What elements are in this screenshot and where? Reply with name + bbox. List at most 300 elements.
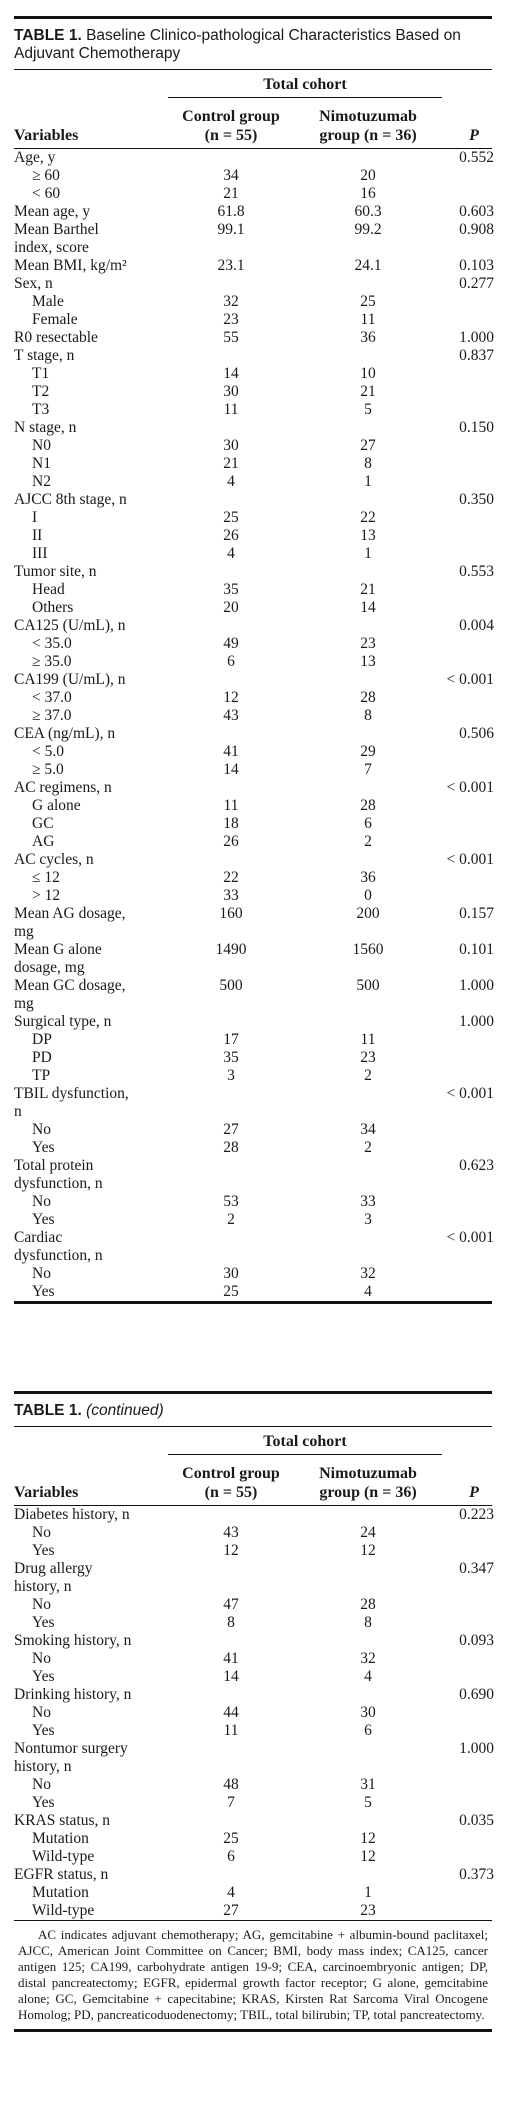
row-label xyxy=(14,149,55,167)
table-row xyxy=(14,1121,492,1139)
table-row xyxy=(14,1686,492,1704)
table-row xyxy=(14,437,492,455)
cell-nimotuzumab: 33 xyxy=(360,1193,376,1210)
cell-control: 11 xyxy=(223,1722,239,1739)
cell-nimotuzumab: 22 xyxy=(360,509,376,526)
column-headers xyxy=(14,98,492,148)
row-label xyxy=(14,1085,129,1121)
table-body xyxy=(14,149,492,1301)
cell-control: 99.1 xyxy=(217,221,245,238)
table-row xyxy=(14,1794,492,1812)
cell-nimotuzumab: 12 xyxy=(360,1542,376,1559)
cell-nimotuzumab: 4 xyxy=(364,1283,372,1300)
cell-p-value: 0.347 xyxy=(459,1560,494,1577)
row-label xyxy=(32,527,42,545)
cell-p-value: 0.101 xyxy=(459,941,494,958)
cell-control: 41 xyxy=(223,1650,239,1667)
table-row xyxy=(14,545,492,563)
row-label xyxy=(14,491,127,509)
row-label-line2: n xyxy=(14,1103,22,1120)
cell-nimotuzumab: 8 xyxy=(364,1614,372,1631)
cell-control: 33 xyxy=(223,887,239,904)
row-label-line2: index, score xyxy=(14,239,89,256)
cell-p-value: 0.603 xyxy=(459,203,494,220)
table-row xyxy=(14,419,492,437)
table-row xyxy=(14,203,492,221)
cell-control: 41 xyxy=(223,743,239,760)
row-label xyxy=(32,581,65,599)
row-label xyxy=(14,779,112,797)
cell-nimotuzumab: 12 xyxy=(360,1830,376,1847)
row-label xyxy=(32,545,48,563)
header-p: P xyxy=(469,127,479,144)
cell-p-value: 0.093 xyxy=(459,1632,494,1649)
row-label xyxy=(32,761,64,779)
row-label xyxy=(32,653,72,671)
row-label xyxy=(14,1812,110,1830)
row-label-line1: CA199 (U/mL), n xyxy=(14,671,126,688)
row-label-line1: GC xyxy=(32,815,54,832)
table-row xyxy=(14,149,492,167)
cell-control: 44 xyxy=(223,1704,239,1721)
row-label xyxy=(32,1902,94,1920)
table-row xyxy=(14,1776,492,1794)
cell-nimotuzumab: 31 xyxy=(360,1776,376,1793)
row-label-line1: ≥ 37.0 xyxy=(32,707,72,724)
table-row xyxy=(14,617,492,635)
cell-control: 34 xyxy=(223,167,239,184)
table-row xyxy=(14,905,492,941)
row-label-line2: dysfunction, n xyxy=(14,1175,103,1192)
row-label-line1: AG xyxy=(32,833,55,850)
cell-control: 32 xyxy=(223,293,239,310)
table-row xyxy=(14,221,492,257)
table-row xyxy=(14,455,492,473)
row-label-line1: No xyxy=(32,1596,51,1613)
cell-p-value: 0.373 xyxy=(459,1866,494,1883)
row-label-line1: No xyxy=(32,1650,51,1667)
row-label xyxy=(32,1884,89,1902)
cell-control: 35 xyxy=(223,1049,239,1066)
row-label xyxy=(14,851,94,869)
row-label-line1: Mean age, y xyxy=(14,203,91,220)
cell-control: 14 xyxy=(223,365,239,382)
cell-control: 12 xyxy=(223,1542,239,1559)
row-label xyxy=(14,203,90,221)
row-label-line2: dysfunction, n xyxy=(14,1247,103,1264)
cell-control: 25 xyxy=(223,1283,239,1300)
row-label-line1: Tumor site, n xyxy=(14,563,97,580)
cell-nimotuzumab: 23 xyxy=(360,1049,376,1066)
cell-control: 14 xyxy=(223,761,239,778)
cell-control: 30 xyxy=(223,437,239,454)
row-label xyxy=(32,473,51,491)
cell-control: 27 xyxy=(223,1902,239,1919)
row-label-line1: II xyxy=(32,527,43,544)
row-label-line1: No xyxy=(32,1776,51,1793)
cell-nimotuzumab: 6 xyxy=(364,815,372,832)
cell-p-value: 0.623 xyxy=(459,1157,494,1174)
row-label xyxy=(14,941,102,977)
row-label-line1: < 60 xyxy=(32,185,61,202)
row-label-line1: < 35.0 xyxy=(32,635,72,652)
row-label-line1: Surgical type, n xyxy=(14,1013,112,1030)
cell-control: 160 xyxy=(219,905,243,922)
table-row xyxy=(14,365,492,383)
cell-nimotuzumab: 60.3 xyxy=(354,203,382,220)
table-row xyxy=(14,1866,492,1884)
table-row xyxy=(14,1902,492,1920)
table-row xyxy=(14,293,492,311)
row-label-line1: Mean GC dosage, xyxy=(14,977,126,994)
row-label-line1: TBIL dysfunction, xyxy=(14,1085,129,1102)
row-label-line1: Wild-type xyxy=(32,1902,95,1919)
cell-p-value: < 0.001 xyxy=(446,851,494,868)
table-row xyxy=(14,851,492,869)
row-label xyxy=(32,167,60,185)
row-label-line1: EGFR status, n xyxy=(14,1866,109,1883)
cell-control: 53 xyxy=(223,1193,239,1210)
cell-nimotuzumab: 200 xyxy=(356,905,380,922)
cell-p-value: 0.552 xyxy=(459,149,494,166)
cell-nimotuzumab: 5 xyxy=(364,1794,372,1811)
table-row xyxy=(14,887,492,905)
table-row xyxy=(14,1884,492,1902)
header-control-line1: Control group xyxy=(182,1465,280,1482)
row-label-line1: AC regimens, n xyxy=(14,779,112,796)
table-row xyxy=(14,563,492,581)
cell-p-value: 1.000 xyxy=(459,1013,494,1030)
cohort-label: Total cohort xyxy=(263,1433,347,1450)
table-row xyxy=(14,1013,492,1031)
row-label xyxy=(14,275,53,293)
cell-control: 1490 xyxy=(215,941,247,958)
table-row xyxy=(14,1542,492,1560)
cell-control: 23 xyxy=(223,311,239,328)
cell-p-value: 0.103 xyxy=(459,257,494,274)
row-label-line1: Head xyxy=(32,581,65,598)
row-label-line1: G alone xyxy=(32,797,81,814)
table-row xyxy=(14,1265,492,1283)
table-row xyxy=(14,1524,492,1542)
cell-nimotuzumab: 1 xyxy=(364,1884,372,1901)
row-label-line1: CA125 (U/mL), n xyxy=(14,617,126,634)
table-body xyxy=(14,1506,492,1920)
cell-control: 35 xyxy=(223,581,239,598)
row-label xyxy=(32,437,51,455)
row-label xyxy=(14,221,99,257)
row-label xyxy=(32,1794,55,1812)
cell-control: 25 xyxy=(223,1830,239,1847)
cell-control: 27 xyxy=(223,1121,239,1138)
row-label-line1: < 37.0 xyxy=(32,689,72,706)
row-label-line1: Cardiac xyxy=(14,1229,63,1246)
row-label xyxy=(32,1193,51,1211)
row-label xyxy=(14,1013,111,1031)
row-label xyxy=(32,1596,51,1614)
cell-p-value: < 0.001 xyxy=(446,1229,494,1246)
row-label-line1: Sex, n xyxy=(14,275,53,292)
cell-control: 6 xyxy=(227,653,235,670)
row-label-line1: Mean AG dosage, xyxy=(14,905,126,922)
row-label xyxy=(32,833,54,851)
row-label-line1: Mean Barthel xyxy=(14,221,99,238)
cell-nimotuzumab: 14 xyxy=(360,599,376,616)
table-row xyxy=(14,509,492,527)
row-label xyxy=(14,563,97,581)
row-label xyxy=(32,743,64,761)
row-label xyxy=(32,365,49,383)
table-row xyxy=(14,401,492,419)
cell-control: 28 xyxy=(223,1139,239,1156)
row-label xyxy=(32,383,49,401)
header-nimotuzumab-line1: Nimotuzumab xyxy=(319,1465,417,1482)
cell-nimotuzumab: 1 xyxy=(364,545,372,562)
cell-p-value: 0.690 xyxy=(459,1686,494,1703)
row-label xyxy=(14,1686,131,1704)
row-label xyxy=(32,707,72,725)
row-label-line1: No xyxy=(32,1121,51,1138)
row-label xyxy=(14,725,115,743)
cell-control: 26 xyxy=(223,833,239,850)
row-label-line1: Wild-type xyxy=(32,1848,95,1865)
table-row xyxy=(14,743,492,761)
row-label-line1: Nontumor surgery xyxy=(14,1740,128,1757)
table-row xyxy=(14,1740,492,1776)
table-row xyxy=(14,1193,492,1211)
cell-control: 2 xyxy=(227,1211,235,1228)
row-label-line1: T3 xyxy=(32,401,50,418)
row-label-line1: III xyxy=(32,545,48,562)
header-control-line2: (n = 55) xyxy=(204,1484,258,1501)
cell-p-value: 0.004 xyxy=(459,617,494,634)
row-label xyxy=(32,401,49,419)
row-label xyxy=(32,1650,51,1668)
row-label-line1: PD xyxy=(32,1049,52,1066)
cell-nimotuzumab: 36 xyxy=(360,869,376,886)
row-label xyxy=(32,887,60,905)
cell-control: 21 xyxy=(223,455,239,472)
cell-nimotuzumab: 1 xyxy=(364,473,372,490)
cell-nimotuzumab: 28 xyxy=(360,797,376,814)
row-label xyxy=(32,455,51,473)
cohort-header xyxy=(14,70,492,98)
row-label xyxy=(32,293,64,311)
cell-control: 26 xyxy=(223,527,239,544)
cell-control: 3 xyxy=(227,1067,235,1084)
row-label-line1: R0 resectable xyxy=(14,329,98,346)
cell-control: 4 xyxy=(227,1884,235,1901)
cell-nimotuzumab: 28 xyxy=(360,689,376,706)
cell-control: 43 xyxy=(223,707,239,724)
row-label xyxy=(32,1139,55,1157)
table-row xyxy=(14,329,492,347)
caption-text: (continued) xyxy=(86,1402,164,1419)
table-row xyxy=(14,347,492,365)
table-row xyxy=(14,707,492,725)
header-control-line1: Control group xyxy=(182,108,280,125)
table-row xyxy=(14,1704,492,1722)
row-label xyxy=(14,329,98,347)
header-nimotuzumab xyxy=(302,1464,434,1502)
cell-p-value: 0.506 xyxy=(459,725,494,742)
cell-p-value: < 0.001 xyxy=(446,779,494,796)
row-label xyxy=(32,1031,52,1049)
cell-p-value: 0.350 xyxy=(459,491,494,508)
cell-control: 17 xyxy=(223,1031,239,1048)
row-label-line1: Mutation xyxy=(32,1830,89,1847)
table-1-continued xyxy=(14,1391,492,2032)
table-row xyxy=(14,1650,492,1668)
table-caption xyxy=(14,1394,492,1426)
cell-nimotuzumab: 5 xyxy=(364,401,372,418)
row-label xyxy=(14,257,127,275)
row-label xyxy=(32,1265,51,1283)
row-label xyxy=(32,1121,51,1139)
cell-nimotuzumab: 4 xyxy=(364,1668,372,1685)
header-variables: Variables xyxy=(14,127,79,144)
cell-nimotuzumab: 2 xyxy=(364,1139,372,1156)
row-label-line1: N2 xyxy=(32,473,51,490)
cell-control: 30 xyxy=(223,383,239,400)
cell-nimotuzumab: 20 xyxy=(360,167,376,184)
header-control xyxy=(172,1464,290,1502)
table-row xyxy=(14,491,492,509)
row-label xyxy=(32,1283,55,1301)
table-row xyxy=(14,689,492,707)
header-nimotuzumab-line2: group (n = 36) xyxy=(319,1484,417,1501)
table-row xyxy=(14,167,492,185)
cell-control: 22 xyxy=(223,869,239,886)
cell-p-value: 0.908 xyxy=(459,221,494,238)
header-variables: Variables xyxy=(14,1484,79,1501)
cell-nimotuzumab: 32 xyxy=(360,1265,376,1282)
row-label xyxy=(32,1704,51,1722)
table-row xyxy=(14,311,492,329)
row-label-line1: Yes xyxy=(32,1794,55,1811)
row-label-line1: No xyxy=(32,1524,51,1541)
header-p: P xyxy=(469,1484,479,1501)
cohort-label: Total cohort xyxy=(263,76,347,93)
cell-control: 25 xyxy=(223,509,239,526)
caption-text: Baseline Clinico-pathological Characteristics Based on Adjuvant Chemotherapy xyxy=(14,27,461,62)
row-label-line1: CEA (ng/mL), n xyxy=(14,725,116,742)
row-label-line1: ≥ 60 xyxy=(32,167,60,184)
row-label-line1: DP xyxy=(32,1031,52,1048)
table-row xyxy=(14,473,492,491)
cell-nimotuzumab: 2 xyxy=(364,833,372,850)
cell-p-value: 0.223 xyxy=(459,1506,494,1523)
row-label-line1: Yes xyxy=(32,1542,55,1559)
header-control xyxy=(172,107,290,145)
row-label-line1: TP xyxy=(32,1067,51,1084)
row-label-line1: Smoking history, n xyxy=(14,1632,132,1649)
cell-nimotuzumab: 8 xyxy=(364,707,372,724)
cell-p-value: 1.000 xyxy=(459,1740,494,1757)
row-label-line2: history, n xyxy=(14,1578,72,1595)
row-label-line2: dosage, mg xyxy=(14,959,85,976)
row-label-line1: T1 xyxy=(32,365,50,382)
row-label-line1: Yes xyxy=(32,1668,55,1685)
cell-nimotuzumab: 6 xyxy=(364,1722,372,1739)
row-label xyxy=(32,1830,89,1848)
cell-nimotuzumab: 25 xyxy=(360,293,376,310)
row-label xyxy=(32,599,73,617)
column-headers xyxy=(14,1455,492,1505)
row-label-line1: Male xyxy=(32,293,64,310)
table-row xyxy=(14,1830,492,1848)
table-row xyxy=(14,1506,492,1524)
row-label xyxy=(14,1632,131,1650)
bottom-rule xyxy=(14,2029,492,2032)
table-row xyxy=(14,1668,492,1686)
table-row xyxy=(14,1596,492,1614)
cell-nimotuzumab: 27 xyxy=(360,437,376,454)
table-row xyxy=(14,635,492,653)
cell-p-value: 0.150 xyxy=(459,419,494,436)
cell-nimotuzumab: 24 xyxy=(360,1524,376,1541)
cell-control: 7 xyxy=(227,1794,235,1811)
table-row xyxy=(14,1139,492,1157)
cell-nimotuzumab: 34 xyxy=(360,1121,376,1138)
table-row xyxy=(14,275,492,293)
table-row xyxy=(14,1848,492,1866)
row-label xyxy=(32,1614,55,1632)
table-row xyxy=(14,1283,492,1301)
row-label-line1: < 5.0 xyxy=(32,743,64,760)
row-label-line1: Others xyxy=(32,599,74,616)
row-label-line1: N stage, n xyxy=(14,419,77,436)
row-label xyxy=(14,1866,108,1884)
table-row xyxy=(14,1229,492,1265)
row-label xyxy=(32,797,81,815)
row-label xyxy=(32,1776,51,1794)
cell-control: 20 xyxy=(223,599,239,616)
table-row xyxy=(14,761,492,779)
table-row xyxy=(14,185,492,203)
cell-control: 11 xyxy=(223,797,239,814)
cell-nimotuzumab: 2 xyxy=(364,1067,372,1084)
table-row xyxy=(14,815,492,833)
row-label xyxy=(14,1157,103,1193)
table-row xyxy=(14,1614,492,1632)
row-label-line1: Mean BMI, kg/m² xyxy=(14,257,127,274)
cell-p-value: 0.277 xyxy=(459,275,494,292)
cell-nimotuzumab: 7 xyxy=(364,761,372,778)
row-label-line1: Mutation xyxy=(32,1884,89,1901)
row-label-line1: ≥ 35.0 xyxy=(32,653,72,670)
row-label xyxy=(32,311,78,329)
table-row xyxy=(14,1211,492,1229)
cell-control: 4 xyxy=(227,545,235,562)
row-label-line1: Total protein xyxy=(14,1157,94,1174)
row-label-line1: Female xyxy=(32,311,78,328)
table-row xyxy=(14,1722,492,1740)
header-nimotuzumab-line2: group (n = 36) xyxy=(319,127,417,144)
row-label xyxy=(14,1560,92,1596)
table-row xyxy=(14,1085,492,1121)
cell-control: 43 xyxy=(223,1524,239,1541)
row-label-line2: mg xyxy=(14,923,34,940)
cell-p-value: 0.157 xyxy=(459,905,494,922)
row-label-line1: Yes xyxy=(32,1722,55,1739)
table-row xyxy=(14,581,492,599)
row-label xyxy=(32,1722,55,1740)
cell-control: 61.8 xyxy=(217,203,245,220)
cell-control: 21 xyxy=(223,185,239,202)
row-label xyxy=(14,617,126,635)
cell-control: 55 xyxy=(223,329,239,346)
